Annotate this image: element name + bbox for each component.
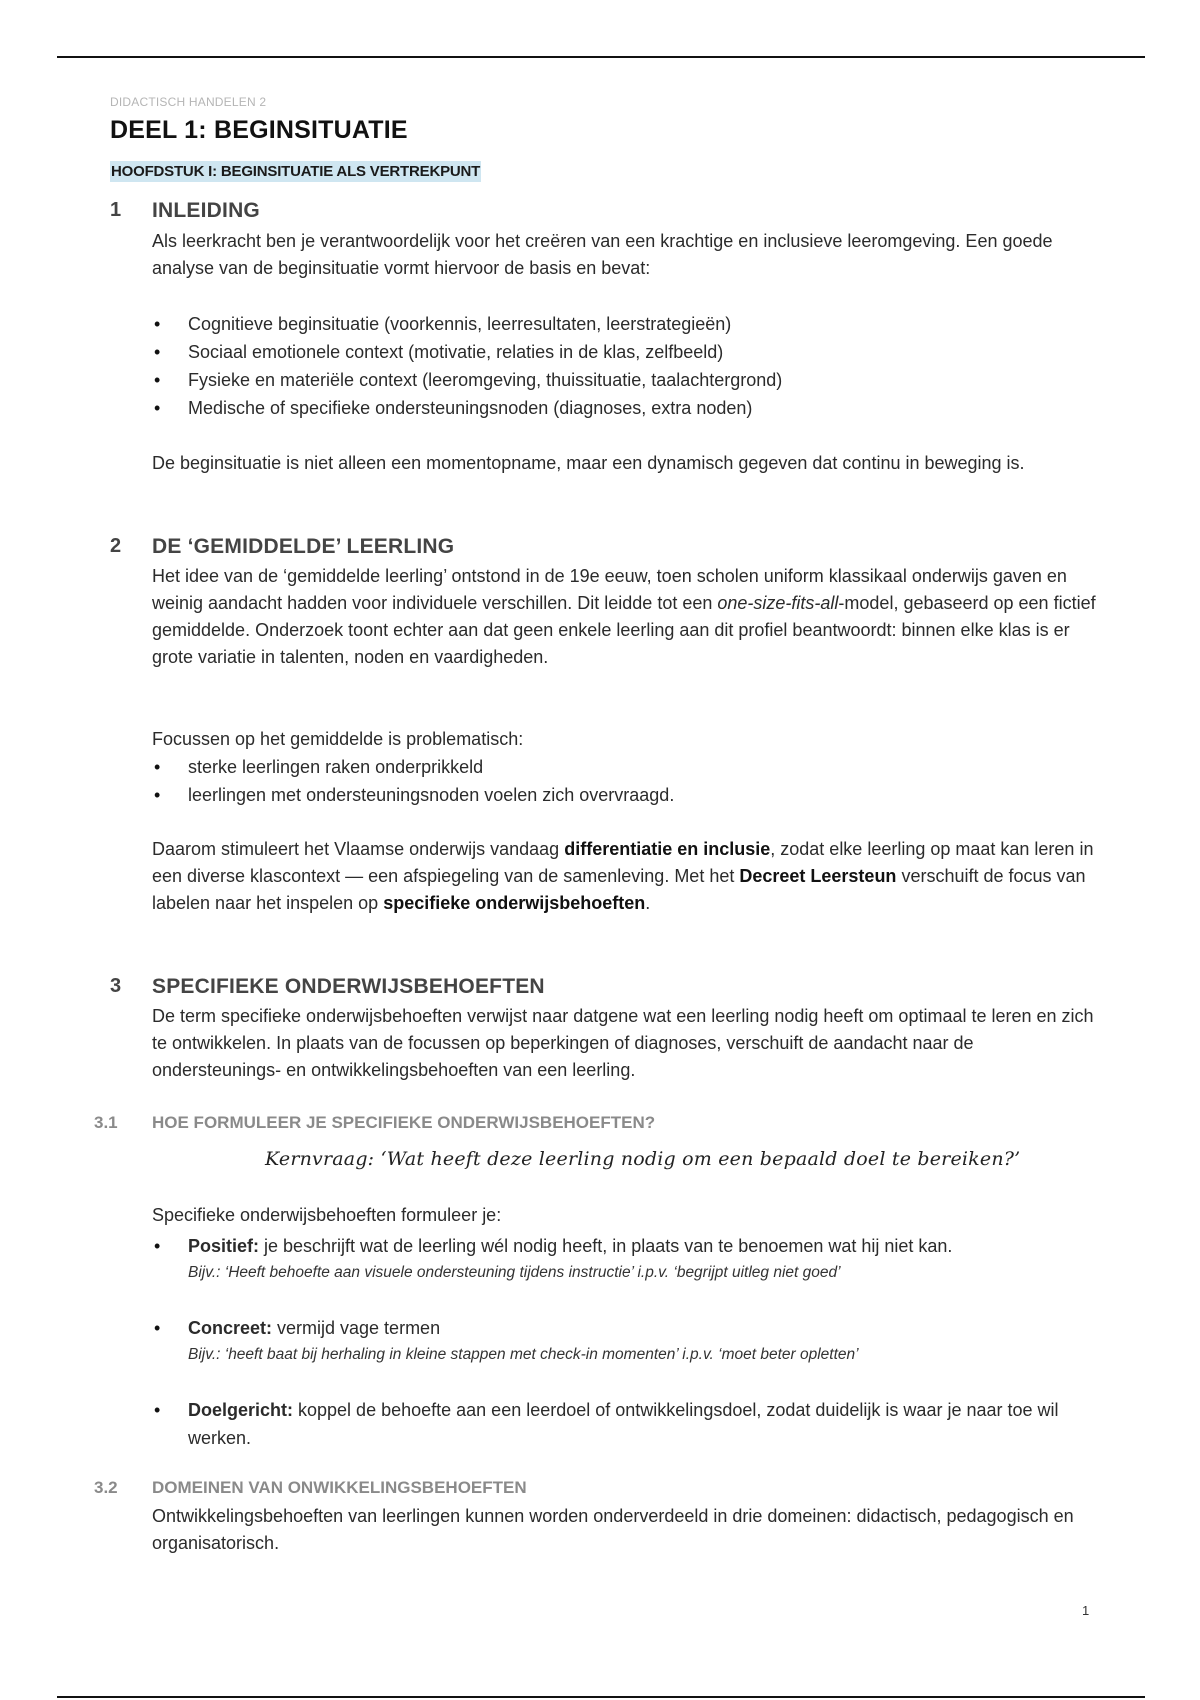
section-2-bullet-list bbox=[152, 753, 1102, 809]
subsection-3-1-number: 3.1 bbox=[94, 1113, 118, 1132]
subsection-3-2-text: Ontwikkelingsbehoeften van leerlingen kunnen worden onderverdeeld in drie domeinen: didactisch, pedagogisch en organisatorisch. bbox=[152, 1506, 1074, 1553]
section-3-intro: De term specifieke onderwijsbehoeften verwijst naar datgene wat een leerling nodig heeft om optimaal te leren en zich te ontwikkelen. In plaats van de focussen op beperkingen of diagnoses, verschuift de aandacht naar de ondersteunings- en ontwikkelingsbehoeften van een leerling. bbox=[152, 1006, 1094, 1080]
list-item: • Medische of specifieke ondersteuningsnoden (diagnoses, extra noden) bbox=[152, 394, 1102, 422]
subsection-3-1-title: HOE FORMULEER JE SPECIFIEKE ONDERWIJSBEHOEFTEN? bbox=[152, 1113, 656, 1132]
bottom-rule bbox=[57, 1696, 1145, 1698]
list-item: • Cognitieve beginsituatie (voorkennis, leerresultaten, leerstrategieën) bbox=[152, 310, 1102, 338]
section-3-title: SPECIFIEKE ONDERWIJSBEHOEFTEN bbox=[152, 975, 545, 998]
running-head: DIDACTISCH HANDELEN 2 bbox=[110, 95, 267, 109]
list-item: • Fysieke en materiële context (leeromgeving, thuissituatie, taalachtergrond) bbox=[152, 366, 1102, 394]
section-1-closing: De beginsituatie is niet alleen een momentopname, maar een dynamisch gegeven dat continu in beweging is. bbox=[152, 453, 1025, 473]
list-item: • Concreet: vermijd vage termen Bijv.: ‘heeft baat bij herhaling in kleine stappen met check-in momenten’ i.p.v. ‘moet beter opletten’ bbox=[152, 1314, 1112, 1366]
list-item: • Sociaal emotionele context (motivatie, relaties in de klas, zelfbeeld) bbox=[152, 338, 1102, 366]
example-text: Bijv.: ‘Heeft behoefte aan visuele ondersteuning tijdens instructie’ i.p.v. ‘begrijpt uitleg niet goed’ bbox=[188, 1264, 841, 1281]
section-3-number: 3 bbox=[110, 975, 122, 997]
list-item: • sterke leerlingen raken onderprikkeld bbox=[152, 753, 1102, 781]
section-2-paragraph-3: Daarom stimuleert het Vlaamse onderwijs vandaag differentiatie en inclusie, zodat elke leerling op maat kan leren in een diverse klascontext — een afspiegeling van de samenleving. Met het Decreet Leersteun verschuift de focus van labelen naar het inspelen op specifieke onderwijsbehoeften. bbox=[152, 839, 1094, 913]
chapter-title: HOOFDSTUK I: BEGINSITUATIE ALS VERTREKPUNT bbox=[111, 163, 481, 180]
page-number: 1 bbox=[1082, 1603, 1090, 1618]
example-text: Bijv.: ‘heeft baat bij herhaling in kleine stappen met check-in momenten’ i.p.v. ‘moet beter opletten’ bbox=[188, 1346, 859, 1363]
section-1-intro: Als leerkracht ben je verantwoordelijk voor het creëren van een krachtige en inclusieve leeromgeving. Een goede analyse van de beginsituatie vormt hiervoor de basis en bevat: bbox=[152, 231, 1053, 278]
section-1-title: INLEIDING bbox=[152, 199, 260, 222]
subsection-3-2-number: 3.2 bbox=[94, 1478, 118, 1497]
italic-term: one-size-fits-all bbox=[717, 593, 839, 613]
list-item: • Positief: je beschrijft wat de leerling wél nodig heeft, in plaats van te benoemen wat hij niet kan. Bijv.: ‘Heeft behoefte aan visuele ondersteuning tijdens instructie’ i.p.v. ‘begrijpt uitleg niet goed’ bbox=[152, 1232, 1112, 1284]
formulation-criteria-list bbox=[152, 1232, 1112, 1452]
subsection-3-1-lead: Specifieke onderwijsbehoeften formuleer je: bbox=[152, 1205, 502, 1225]
top-rule bbox=[57, 56, 1145, 58]
list-item: • Doelgericht: koppel de behoefte aan een leerdoel of ontwikkelingsdoel, zodat duidelijk is waar je naar toe wil werken. bbox=[152, 1396, 1112, 1452]
part-title: DEEL 1: BEGINSITUATIE bbox=[110, 116, 408, 144]
section-1-bullet-list bbox=[152, 310, 1102, 422]
section-2-title: DE ‘GEMIDDELDE’ LEERLING bbox=[152, 535, 455, 558]
section-2-paragraph-1: Het idee van de ‘gemiddelde leerling’ ontstond in de 19e eeuw, toen scholen uniform klassikaal onderwijs gaven en weinig aandacht hadden voor individuele verschillen. Dit leidde tot een one-size-fits-all-model, gebaseerd op een fictief gemiddelde. Onderzoek toont echter aan dat geen enkele leerling aan dit profiel beantwoordt: binnen elke klas is er grote variatie in talenten, noden en vaardigheden. bbox=[152, 566, 1096, 667]
subsection-3-2-title: DOMEINEN VAN ONWIKKELINGSBEHOEFTEN bbox=[152, 1478, 527, 1497]
list-item: • leerlingen met ondersteuningsnoden voelen zich overvraagd. bbox=[152, 781, 1102, 809]
section-2-number: 2 bbox=[110, 535, 122, 557]
key-question: Kernvraag: ‘Wat heeft deze leerling nodig om een bepaald doel te bereiken?’ bbox=[265, 1148, 1021, 1170]
section-2-focus-intro: Focussen op het gemiddelde is problematisch: bbox=[152, 729, 524, 749]
section-1-number: 1 bbox=[110, 199, 122, 221]
